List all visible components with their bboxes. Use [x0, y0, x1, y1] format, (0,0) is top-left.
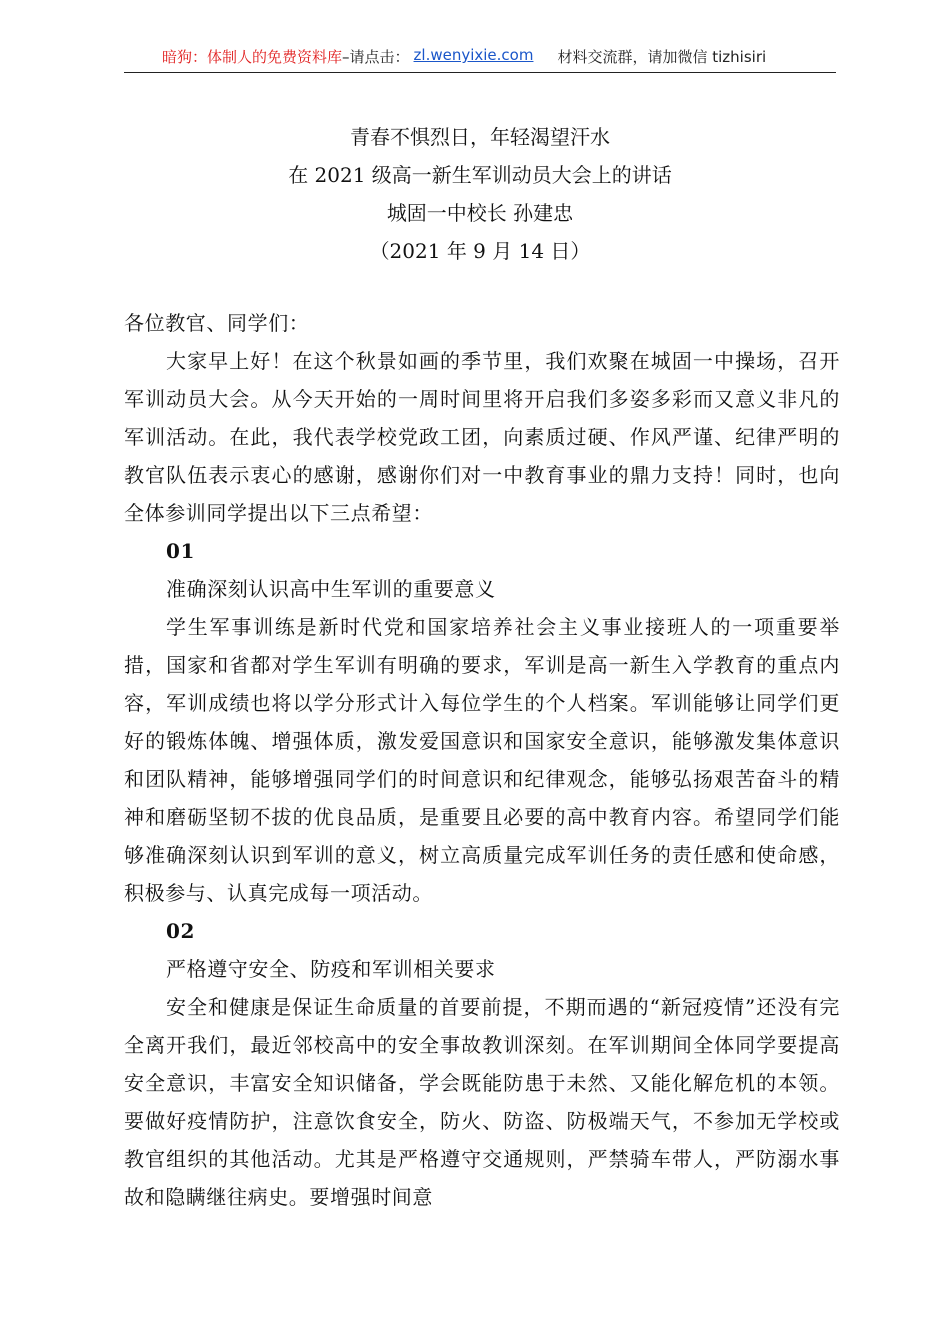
- section-paragraph: 安全和健康是保证生命质量的首要前提，不期而遇的“新冠疫情”还没有完全离开我们，最近邻校高中的安全事故教训深刻。在军训期间全体同学要提高安全意识，丰富安全知识储备，学会既能防患于未然、又能化解危机的本领。要做好疫情防护，注意饮食安全，防火、防盗、防极端天气，不参加无学校或教官组织的其他活动。尤其是严格遵守交通规则，严禁骑车带人，严防溺水事故和隐瞒继往病史。要增强时间意: [124, 995, 840, 1209]
- header-prompt: –请点击：: [342, 48, 410, 66]
- speech-date: （2021 年 9 月 14 日）: [369, 239, 591, 263]
- header-group-info: 材料交流群，请加微信 tizhisiri: [557, 48, 767, 66]
- speech-body: [124, 304, 840, 1216]
- speech-author: 城固一中校长 孙建忠: [386, 201, 574, 225]
- salutation: 各位教官、同学们：: [124, 311, 310, 335]
- section-number: 02: [166, 919, 196, 943]
- section-number: 01: [166, 539, 196, 563]
- page-header: [124, 46, 836, 73]
- section-paragraph: 学生军事训练是新时代党和国家培养社会主义事业接班人的一项重要举措，国家和省都对学生军训有明确的要求，军训是高一新生入学教育的重点内容，军训成绩也将以学分形式计入每位学生的个人档案。军训能够让同学们更好的锻炼体魄、增强体质，激发爱国意识和国家安全意识，能够激发集体意识和团队精神，能够增强同学们的时间意识和纪律观念，能够弘扬艰苦奋斗的精神和磨砺坚韧不拔的优良品质，是重要且必要的高中教育内容。希望同学们能够准确深刻认识到军训的意义，树立高质量完成军训任务的责任感和使命感，积极参与、认真完成每一项活动。: [124, 615, 840, 905]
- header-link[interactable]: zl.wenyixie.com: [413, 46, 534, 64]
- speech-title: 青春不惧烈日，年轻渴望汗水: [350, 125, 610, 149]
- intro-paragraph: 大家早上好！在这个秋景如画的季节里，我们欢聚在城固一中操场，召开军训动员大会。从今天开始的一周时间里将开启我们多姿多彩而又意义非凡的军训活动。在此，我代表学校党政工团，向素质过硬、作风严谨、纪律严明的教官队伍表示衷心的感谢，感谢你们对一中教育事业的鼎力支持！同时，也向全体参训同学提出以下三点希望：: [124, 349, 840, 525]
- section-heading: 准确深刻认识高中生军训的重要意义: [166, 577, 496, 601]
- speech-title-block: [124, 118, 836, 270]
- section-heading: 严格遵守安全、防疫和军训相关要求: [166, 957, 496, 981]
- speech-subtitle: 在 2021 级高一新生军训动员大会上的讲话: [288, 163, 672, 187]
- header-brand: 暗狗：体制人的免费资料库: [162, 48, 343, 66]
